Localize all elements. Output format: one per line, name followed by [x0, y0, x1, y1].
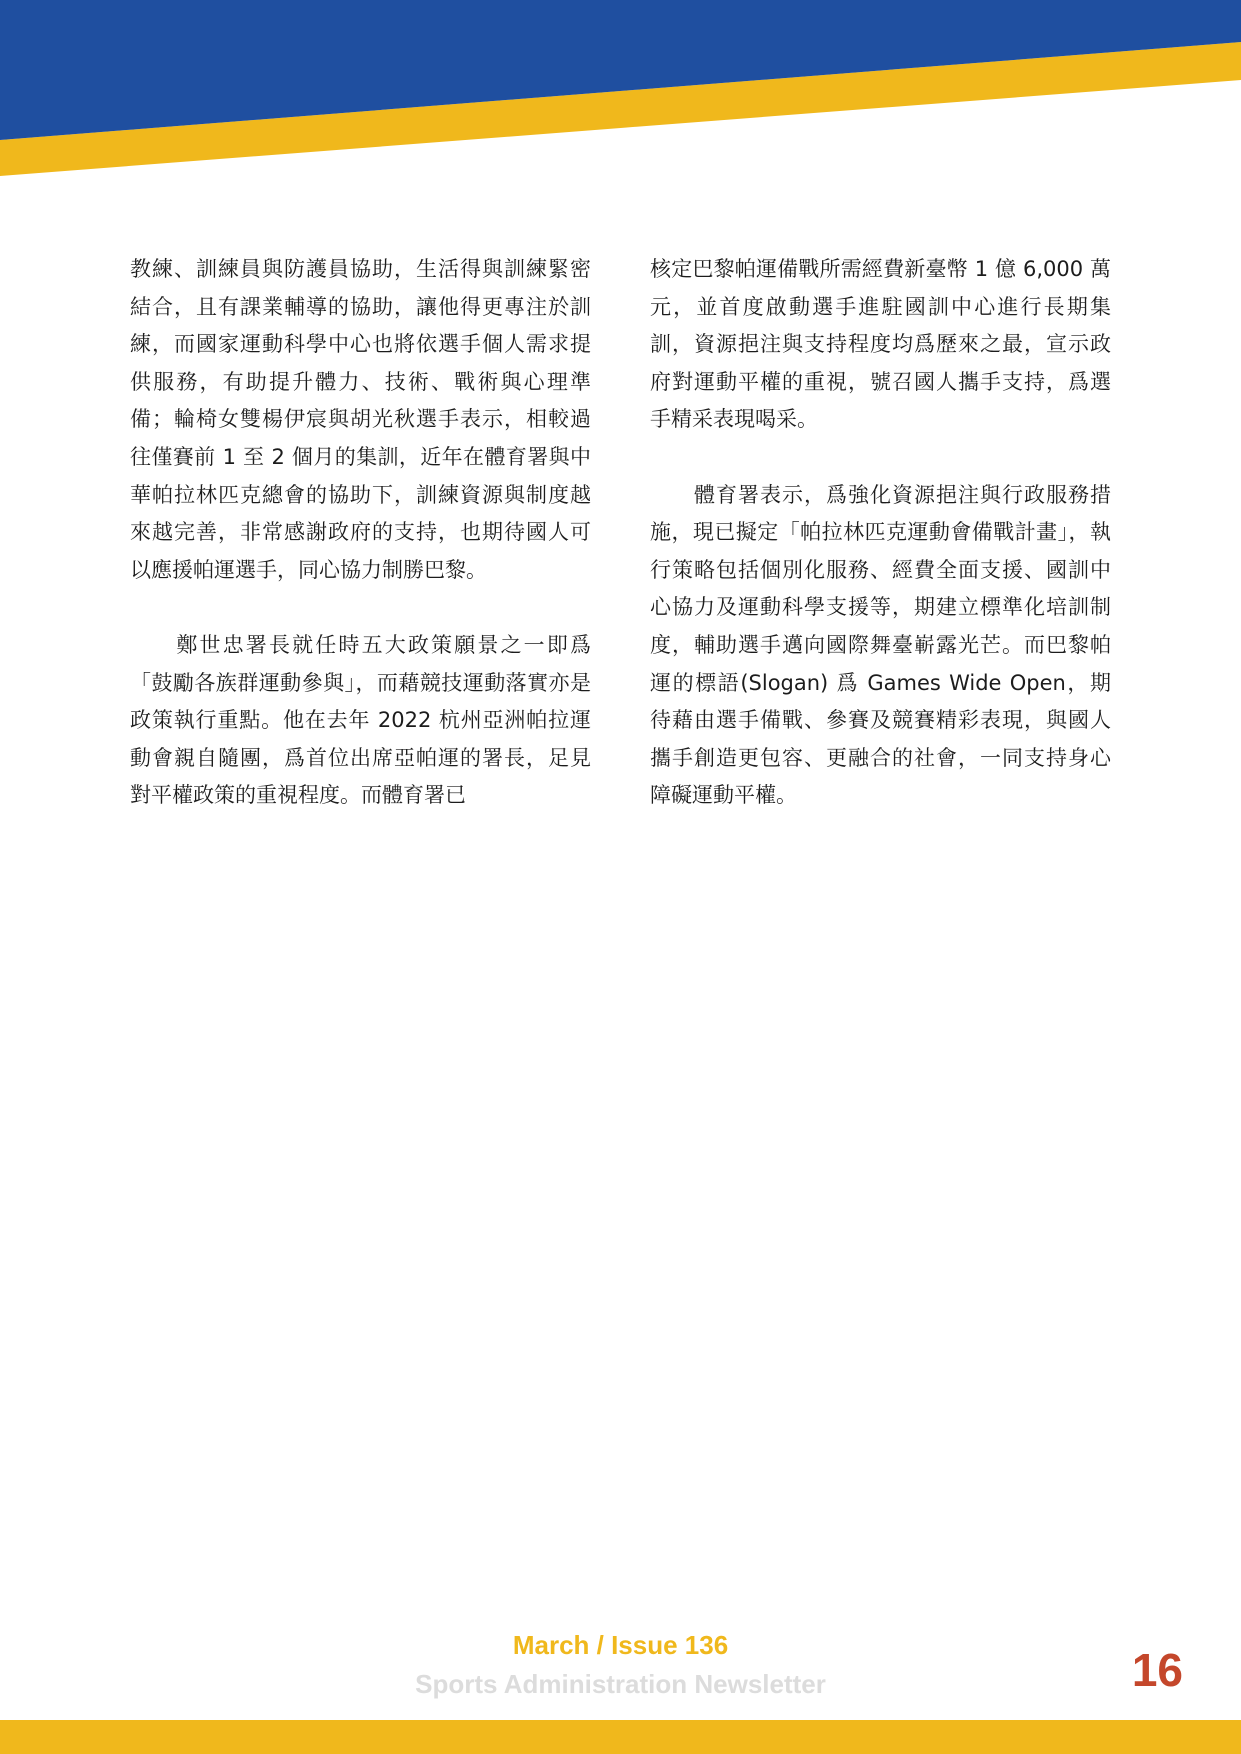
article-paragraph: 教練、訓練員與防護員協助，生活得與訓練緊密結合，且有課業輔導的協助，讓他得更專注於訓練，而國家運動科學中心也將依選手個人需求提供服務，有助提升體力、技術、戰術與心理準備；輪椅女雙楊伊宸與胡光秋選手表示，相較過往僅賽前 1 至 2 個月的集訓，近年在體育署與中華帕拉林匹克總會的協助下，訓練資源與制度越來越完善，非常感謝政府的支持，也期待國人可以應援帕運選手，同心協力制勝巴黎。: [130, 257, 591, 582]
footer-bar: [0, 1720, 1241, 1754]
article-column-left: [130, 251, 591, 853]
page-number: 16: [1131, 1644, 1183, 1696]
footer-issue-label: March / Issue 136: [512, 1630, 729, 1660]
footer-newsletter-title: Sports Administration Newsletter: [415, 1669, 826, 1699]
header-banner: [0, 0, 1241, 180]
article-paragraph: 體育署表示，爲強化資源挹注與行政服務措施，現已擬定「帕拉林匹克運動會備戰計畫」，執行策略包括個別化服務、經費全面支援、國訓中心協力及運動科學支援等，期建立標準化培訓制度，輔助選手邁向國際舞臺嶄露光芒。而巴黎帕運的標語(Slogan) 爲 Games Wide Open，期待藉由選手備戰、參賽及競賽精彩表現，與國人攜手創造更包容、更融合的社會，一同支持身心障礙運動平權。: [650, 482, 1111, 808]
article-paragraph: 核定巴黎帕運備戰所需經費新臺幣 1 億 6,000 萬元，並首度啟動選手進駐國訓中心進行長期集訓，資源挹注與支持程度均爲歷來之最，宣示政府對運動平權的重視，號召國人攜手支持，爲選手精采表現喝采。: [650, 257, 1111, 432]
article-column-right: [650, 251, 1111, 853]
article-paragraph: 鄭世忠署長就任時五大政策願景之一即爲「鼓勵各族群運動參與」，而藉競技運動落實亦是政策執行重點。他在去年 2022 杭州亞洲帕拉運動會親自隨團，爲首位出席亞帕運的署長，足見對平權政策的重視程度。而體育署已: [130, 632, 591, 808]
